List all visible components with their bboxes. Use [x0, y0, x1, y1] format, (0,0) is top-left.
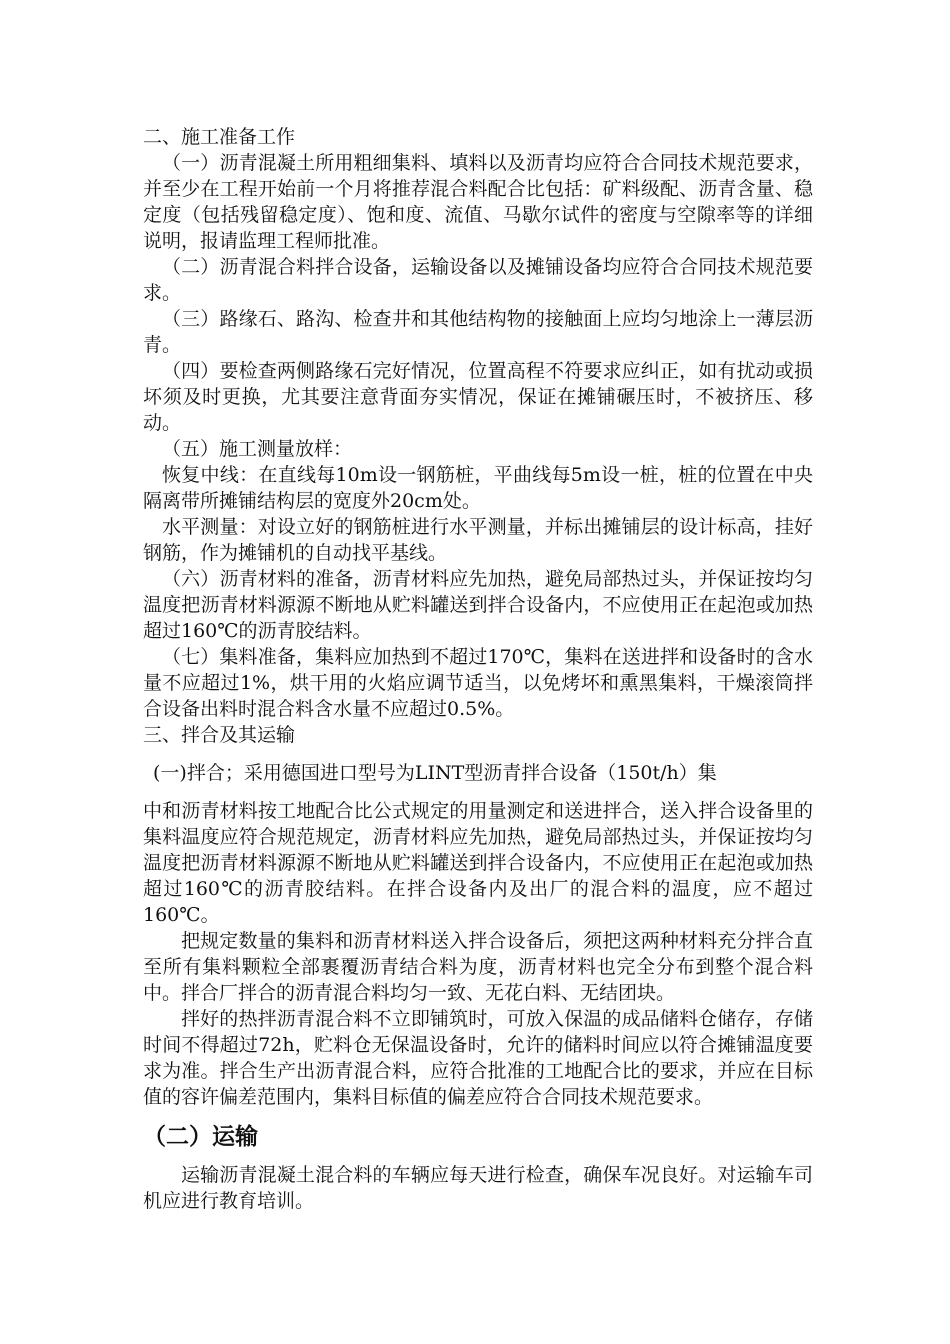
paragraph: （七）集料准备，集料应加热到不超过170℃，集料在送进拌和设备时的含水量不应超过1%，烘干用的火焰应调节适当，以免烤坏和熏黑集料，干燥滚筒拌合设备出料时混合料含水量不应超过0.5%。: [143, 646, 813, 720]
heading-transport: （二）运输: [143, 1124, 258, 1150]
document-page: [143, 124, 813, 1214]
paragraph: 恢复中线：在直线每10m设一钢筋桩，平曲线每5m设一桩，桩的位置在中央隔离带所摊铺结构层的宽度外20cm处。: [143, 464, 813, 512]
paragraph: 中和沥青材料按工地配合比公式规定的用量测定和送进拌合，送入拌合设备里的集料温度应符合规范规定，沥青材料应先加热，避免局部热过头，并保证按均匀温度把沥青材料源源不断地从贮料罐送到拌合设备内，不应使用正在起泡或加热超过160℃的沥青胶结料。在拌合设备内及出厂的混合料的温度，应不超过160℃。: [143, 800, 813, 926]
paragraph: 拌好的热拌沥青混合料不立即铺筑时，可放入保温的成品储料仓储存，存储时间不得超过72h，贮料仓无保温设备时，允许的储料时间应以符合摊铺温度要求为准。拌合生产出沥青混合料，应符合批准的工地配合比的要求，并应在目标值的容许偏差范围内，集料目标值的偏差应符合合同技术规范要求。: [143, 1008, 813, 1108]
heading-section-2: 二、施工准备工作: [143, 126, 296, 148]
paragraph: （四）要检查两侧路缘石完好情况，位置高程不符要求应纠正，如有扰动或损坏须及时更换，尤其要注意背面夯实情况，保证在摊铺碾压时，不被挤压、移动。: [143, 360, 813, 434]
paragraph: （六）沥青材料的准备，沥青材料应先加热，避免局部热过头，并保证按均匀温度把沥青材料源源不断地从贮料罐送到拌合设备内，不应使用正在起泡或加热超过160℃的沥青胶结料。: [143, 568, 813, 642]
paragraph: （三）路缘石、路沟、检查井和其他结构物的接触面上应均匀地涂上一薄层沥青。: [143, 308, 813, 356]
paragraph: (一)拌合；采用德国进口型号为LINT型沥青拌合设备（150t/h）集: [153, 762, 717, 784]
paragraph: 水平测量：对设立好的钢筋桩进行水平测量，并标出摊铺层的设计标高，挂好钢筋，作为摊铺机的自动找平基线。: [143, 516, 813, 564]
paragraph: （二）沥青混合料拌合设备，运输设备以及摊铺设备均应符合合同技术规范要求。: [143, 256, 813, 304]
heading-section-3: 三、拌合及其运输: [143, 724, 296, 746]
paragraph: （一）沥青混凝土所用粗细集料、填料以及沥青均应符合合同技术规范要求，并至少在工程开始前一个月将推荐混合料配合比包括：矿料级配、沥青含量、稳定度（包括残留稳定度）、饱和度、流值、马歇尔试件的密度与空隙率等的详细说明，报请监理工程师批准。: [143, 152, 813, 252]
paragraph: （五）施工测量放样：: [162, 438, 353, 460]
paragraph: 把规定数量的集料和沥青材料送入拌合设备后，须把这两种材料充分拌合直至所有集料颗粒全部裹覆沥青结合料为度，沥青材料也完全分布到整个混合料中。拌合厂拌合的沥青混合料均匀一致、无花白料、无结团块。: [143, 930, 813, 1004]
paragraph: 运输沥青混凝土混合料的车辆应每天进行检查，确保车况良好。对运输车司机应进行教育培训。: [143, 1164, 813, 1212]
